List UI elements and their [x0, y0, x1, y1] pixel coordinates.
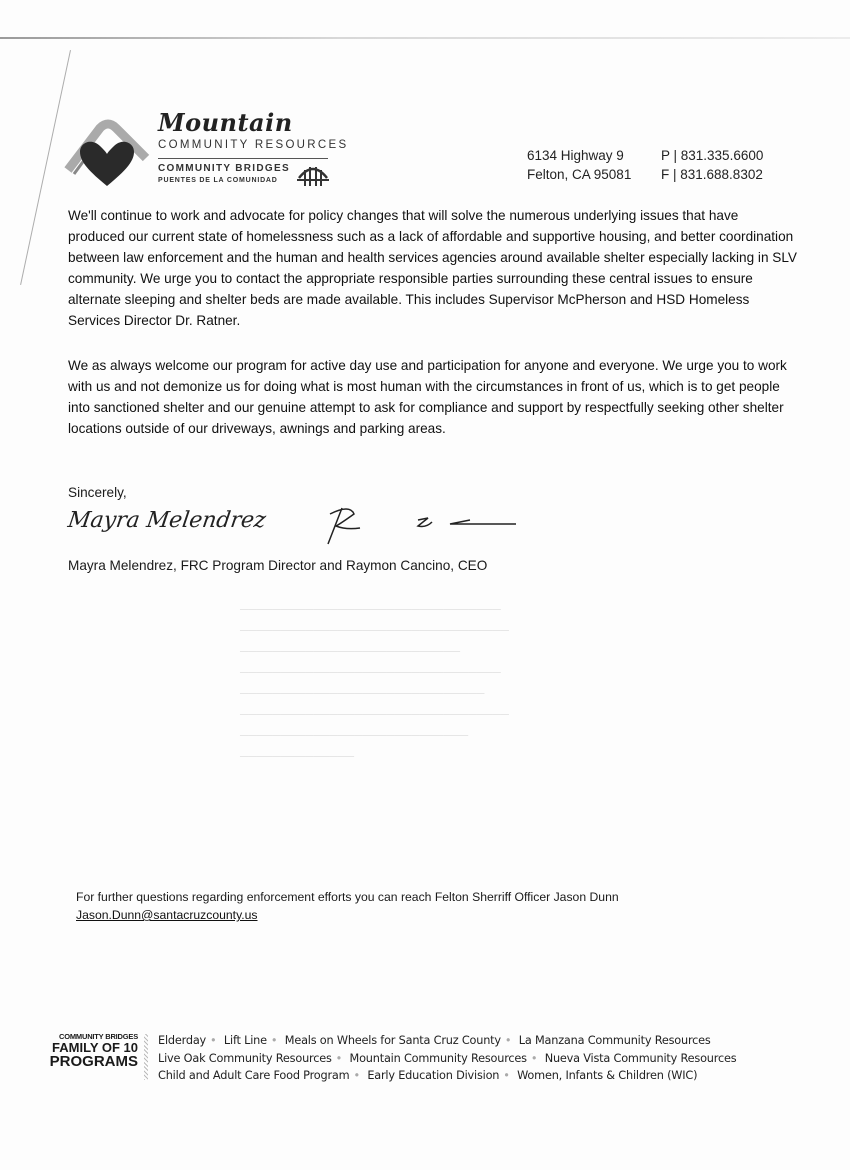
address-line-2: Felton, CA 95081	[527, 167, 632, 182]
org-logo	[60, 108, 350, 193]
program-item: Live Oak Community Resources	[158, 1051, 332, 1065]
logo-divider	[158, 158, 328, 159]
body-paragraph-2: We as always welcome our program for active day use and participation for anyone and everyone. We urge you to work with us and not demonize us for doing what is most human with the circumstances in front of us, which is to get people into sanctioned shelter and our genuine attempt to ask for compliance and support by respectfully seeking other shelter locations outside of our driveways, awnings and parking areas.	[68, 358, 787, 436]
further-questions	[76, 888, 726, 924]
signer-names: Mayra Melendrez, FRC Program Director and Raymon Cancino, CEO	[68, 558, 488, 573]
program-item: Women, Infants & Children (WIC)	[517, 1069, 698, 1082]
program-item: Mountain Community Resources	[349, 1051, 527, 1065]
family-label-top: COMMUNITY BRIDGES	[59, 1032, 138, 1041]
phone-block	[661, 146, 763, 184]
program-item: Child and Adult Care Food Program	[158, 1069, 350, 1082]
program-list: Elderday • Lift Line • Meals on Wheels for Santa Cruz County • La Manzana Community Resources Live Oak Community Resources • Mountain Community Resources • Nueva Vista Community Resources Child and Adult Care Food Program • Early Education Division • Women, Infants & Children (WIC)	[158, 1034, 737, 1082]
page-top-edge	[0, 37, 850, 39]
program-item: Nueva Vista Community Resources	[544, 1051, 737, 1065]
footer-divider	[144, 1034, 148, 1080]
footer-programs	[40, 1032, 800, 1082]
family-label	[40, 1032, 138, 1070]
closing: Sincerely,	[68, 485, 127, 500]
address-line-1: 6134 Highway 9	[527, 148, 624, 163]
program-item: Elderday	[158, 1034, 207, 1047]
family-label-mid: FAMILY OF 10	[52, 1040, 138, 1055]
family-label-bottom: PROGRAMS	[49, 1053, 138, 1070]
bleed-through-text: ──────────────────────────────── ───────────────────────────────── ─────────────────────────── ──────────────────────────────── ────────────────────────────── ───────────────────────────────── ──────────────────────────── ──────────────	[240, 604, 509, 763]
org-subtitle: COMMUNITY RESOURCES	[158, 139, 349, 151]
program-item: Early Education Division	[367, 1069, 500, 1082]
further-text: For further questions regarding enforcement efforts you can reach Felton Sherriff Officer Jason Dunn	[76, 890, 619, 904]
email-link[interactable]: Jason.Dunn@santacruzcounty.us	[76, 908, 258, 922]
phone-number: P | 831.335.6600	[661, 148, 764, 163]
signature-mayra: Mayra Melendrez	[66, 508, 268, 533]
program-item: Lift Line	[223, 1034, 267, 1047]
address-block	[527, 146, 631, 184]
fax-number: F | 831.688.8302	[661, 167, 763, 182]
parent-org-spanish: PUENTES DE LA COMUNIDAD	[158, 177, 278, 184]
heart-mountain-icon	[60, 108, 155, 193]
body-paragraph-1: We'll continue to work and advocate for policy changes that will solve the numerous underlying issues that have produced our current state of homelessness such as a lack of affordable and supportive housing, and better coordination between law enforcement and the human and health services agencies around available shelter especially lacking in SLV community. We urge you to contact the appropriate responsible parties surrounding these central issues to ensure alternate sleeping and shelter beds are made available. This includes Supervisor McPherson and HSD Homeless Services Director Dr. Ratner.	[68, 208, 797, 328]
bridge-icon	[296, 162, 330, 188]
signature-raymon	[320, 500, 520, 550]
program-item: La Manzana Community Resources	[518, 1034, 711, 1047]
parent-org-name: COMMUNITY BRIDGES	[158, 163, 290, 174]
program-item: Meals on Wheels for Santa Cruz County	[284, 1034, 501, 1047]
org-name-script: Mountain	[158, 108, 293, 137]
